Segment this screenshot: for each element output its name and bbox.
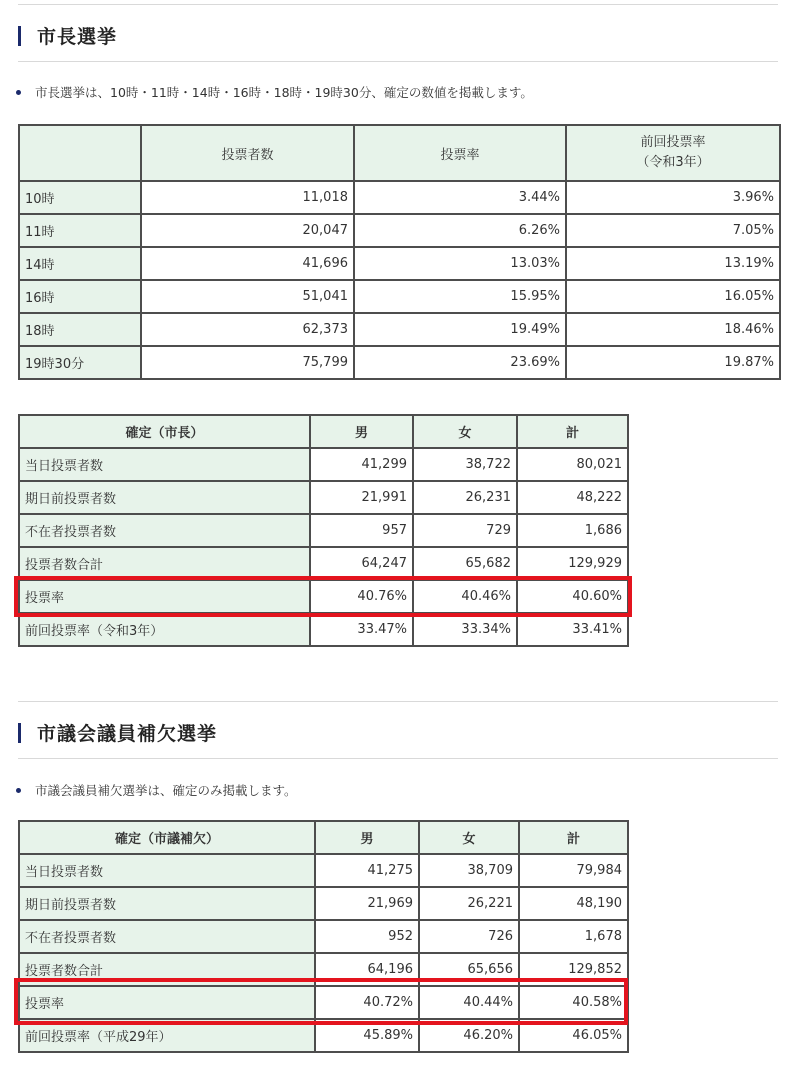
value-cell: 3.44% (354, 181, 566, 214)
row-label-cell: 前回投票率（令和3年） (19, 613, 310, 646)
value-cell: 19.49% (354, 313, 566, 346)
row-label-cell: 投票率 (19, 986, 315, 1019)
table-row (19, 920, 628, 953)
value-cell: 64,247 (310, 547, 413, 580)
row-label-cell: 当日投票者数 (19, 854, 315, 887)
row-label-cell: 不在者投票者数 (19, 514, 310, 547)
header-cell: 男 (315, 821, 419, 854)
heading-accent-bar (18, 26, 21, 46)
row-label-cell: 投票者数合計 (19, 953, 315, 986)
value-cell: 13.19% (566, 247, 780, 280)
table-row (19, 613, 628, 646)
value-cell: 80,021 (517, 448, 628, 481)
row-label-cell: 11時 (19, 214, 141, 247)
heading-accent-bar (18, 723, 21, 743)
mayor-section-heading (18, 22, 117, 49)
table-row (19, 448, 628, 481)
table-row (19, 346, 780, 379)
header-cell: 投票者数 (141, 125, 354, 181)
value-cell: 11,018 (141, 181, 354, 214)
table-row (19, 280, 780, 313)
council-note (16, 781, 297, 799)
value-cell: 40.46% (413, 580, 517, 613)
table-row (19, 247, 780, 280)
table-row (19, 313, 780, 346)
row-label-cell: 不在者投票者数 (19, 920, 315, 953)
table-row (19, 887, 628, 920)
value-cell: 64,196 (315, 953, 419, 986)
row-label-cell: 当日投票者数 (19, 448, 310, 481)
mayor-note-text: 市長選挙は、10時・11時・14時・16時・18時・19時30分、確定の数値を掲載します。 (35, 85, 533, 100)
header-cell (19, 125, 141, 181)
table-row (19, 481, 628, 514)
council-heading-divider (18, 758, 778, 759)
value-cell: 48,222 (517, 481, 628, 514)
value-cell: 41,299 (310, 448, 413, 481)
table-row (19, 214, 780, 247)
row-label-cell: 10時 (19, 181, 141, 214)
bullet-icon (16, 788, 21, 793)
value-cell: 46.20% (419, 1019, 519, 1052)
mayor-heading-divider (18, 61, 778, 62)
mayor-turnout-highlight (14, 576, 632, 617)
mayor-section-title: 市長選挙 (37, 26, 118, 48)
value-cell: 33.34% (413, 613, 517, 646)
value-cell: 51,041 (141, 280, 354, 313)
value-cell: 23.69% (354, 346, 566, 379)
value-cell: 1,686 (517, 514, 628, 547)
value-cell: 41,696 (141, 247, 354, 280)
value-cell: 726 (419, 920, 519, 953)
mayor-hourly-table (18, 124, 781, 380)
header-cell: 計 (517, 415, 628, 448)
value-cell: 952 (315, 920, 419, 953)
header-cell: 確定（市議補欠） (19, 821, 315, 854)
value-cell: 41,275 (315, 854, 419, 887)
row-label-cell: 投票者数合計 (19, 547, 310, 580)
council-top-divider (18, 701, 778, 702)
value-cell: 1,678 (519, 920, 628, 953)
table-row (19, 854, 628, 887)
header-cell: 計 (519, 821, 628, 854)
header-cell: 男 (310, 415, 413, 448)
council-turnout-highlight (14, 978, 628, 1025)
row-label-cell: 期日前投票者数 (19, 481, 310, 514)
value-cell: 16.05% (566, 280, 780, 313)
value-cell: 129,852 (519, 953, 628, 986)
header-cell: 確定（市長） (19, 415, 310, 448)
council-section-heading (18, 719, 217, 746)
value-cell: 33.47% (310, 613, 413, 646)
header-cell: 女 (419, 821, 519, 854)
value-cell: 19.87% (566, 346, 780, 379)
bullet-icon (16, 90, 21, 95)
table-row (19, 181, 780, 214)
value-cell: 65,682 (413, 547, 517, 580)
row-label-cell: 19時30分 (19, 346, 141, 379)
value-cell: 38,709 (419, 854, 519, 887)
value-cell: 38,722 (413, 448, 517, 481)
table-row (19, 514, 628, 547)
top-divider (18, 4, 778, 5)
value-cell: 13.03% (354, 247, 566, 280)
value-cell: 15.95% (354, 280, 566, 313)
value-cell: 62,373 (141, 313, 354, 346)
value-cell: 957 (310, 514, 413, 547)
value-cell: 40.72% (315, 986, 419, 1019)
value-cell: 18.46% (566, 313, 780, 346)
value-cell: 79,984 (519, 854, 628, 887)
row-label-cell: 16時 (19, 280, 141, 313)
value-cell: 26,221 (419, 887, 519, 920)
value-cell: 48,190 (519, 887, 628, 920)
value-cell: 26,231 (413, 481, 517, 514)
row-label-cell: 投票率 (19, 580, 310, 613)
value-cell: 40.60% (517, 580, 628, 613)
row-label-cell: 期日前投票者数 (19, 887, 315, 920)
value-cell: 40.44% (419, 986, 519, 1019)
value-cell: 46.05% (519, 1019, 628, 1052)
value-cell: 3.96% (566, 181, 780, 214)
value-cell: 20,047 (141, 214, 354, 247)
value-cell: 45.89% (315, 1019, 419, 1052)
council-note-text: 市議会議員補欠選挙は、確定のみ掲載します。 (35, 783, 297, 798)
header-cell: 女 (413, 415, 517, 448)
value-cell: 6.26% (354, 214, 566, 247)
value-cell: 21,991 (310, 481, 413, 514)
value-cell: 75,799 (141, 346, 354, 379)
value-cell: 21,969 (315, 887, 419, 920)
value-cell: 65,656 (419, 953, 519, 986)
value-cell: 33.41% (517, 613, 628, 646)
value-cell: 129,929 (517, 547, 628, 580)
row-label-cell: 18時 (19, 313, 141, 346)
header-cell: 前回投票率 （令和3年） (566, 125, 780, 181)
mayor-note (16, 83, 533, 101)
value-cell: 40.58% (519, 986, 628, 1019)
row-label-cell: 前回投票率（平成29年） (19, 1019, 315, 1052)
value-cell: 40.76% (310, 580, 413, 613)
header-cell: 投票率 (354, 125, 566, 181)
value-cell: 729 (413, 514, 517, 547)
row-label-cell: 14時 (19, 247, 141, 280)
council-section-title: 市議会議員補欠選挙 (37, 723, 218, 745)
value-cell: 7.05% (566, 214, 780, 247)
